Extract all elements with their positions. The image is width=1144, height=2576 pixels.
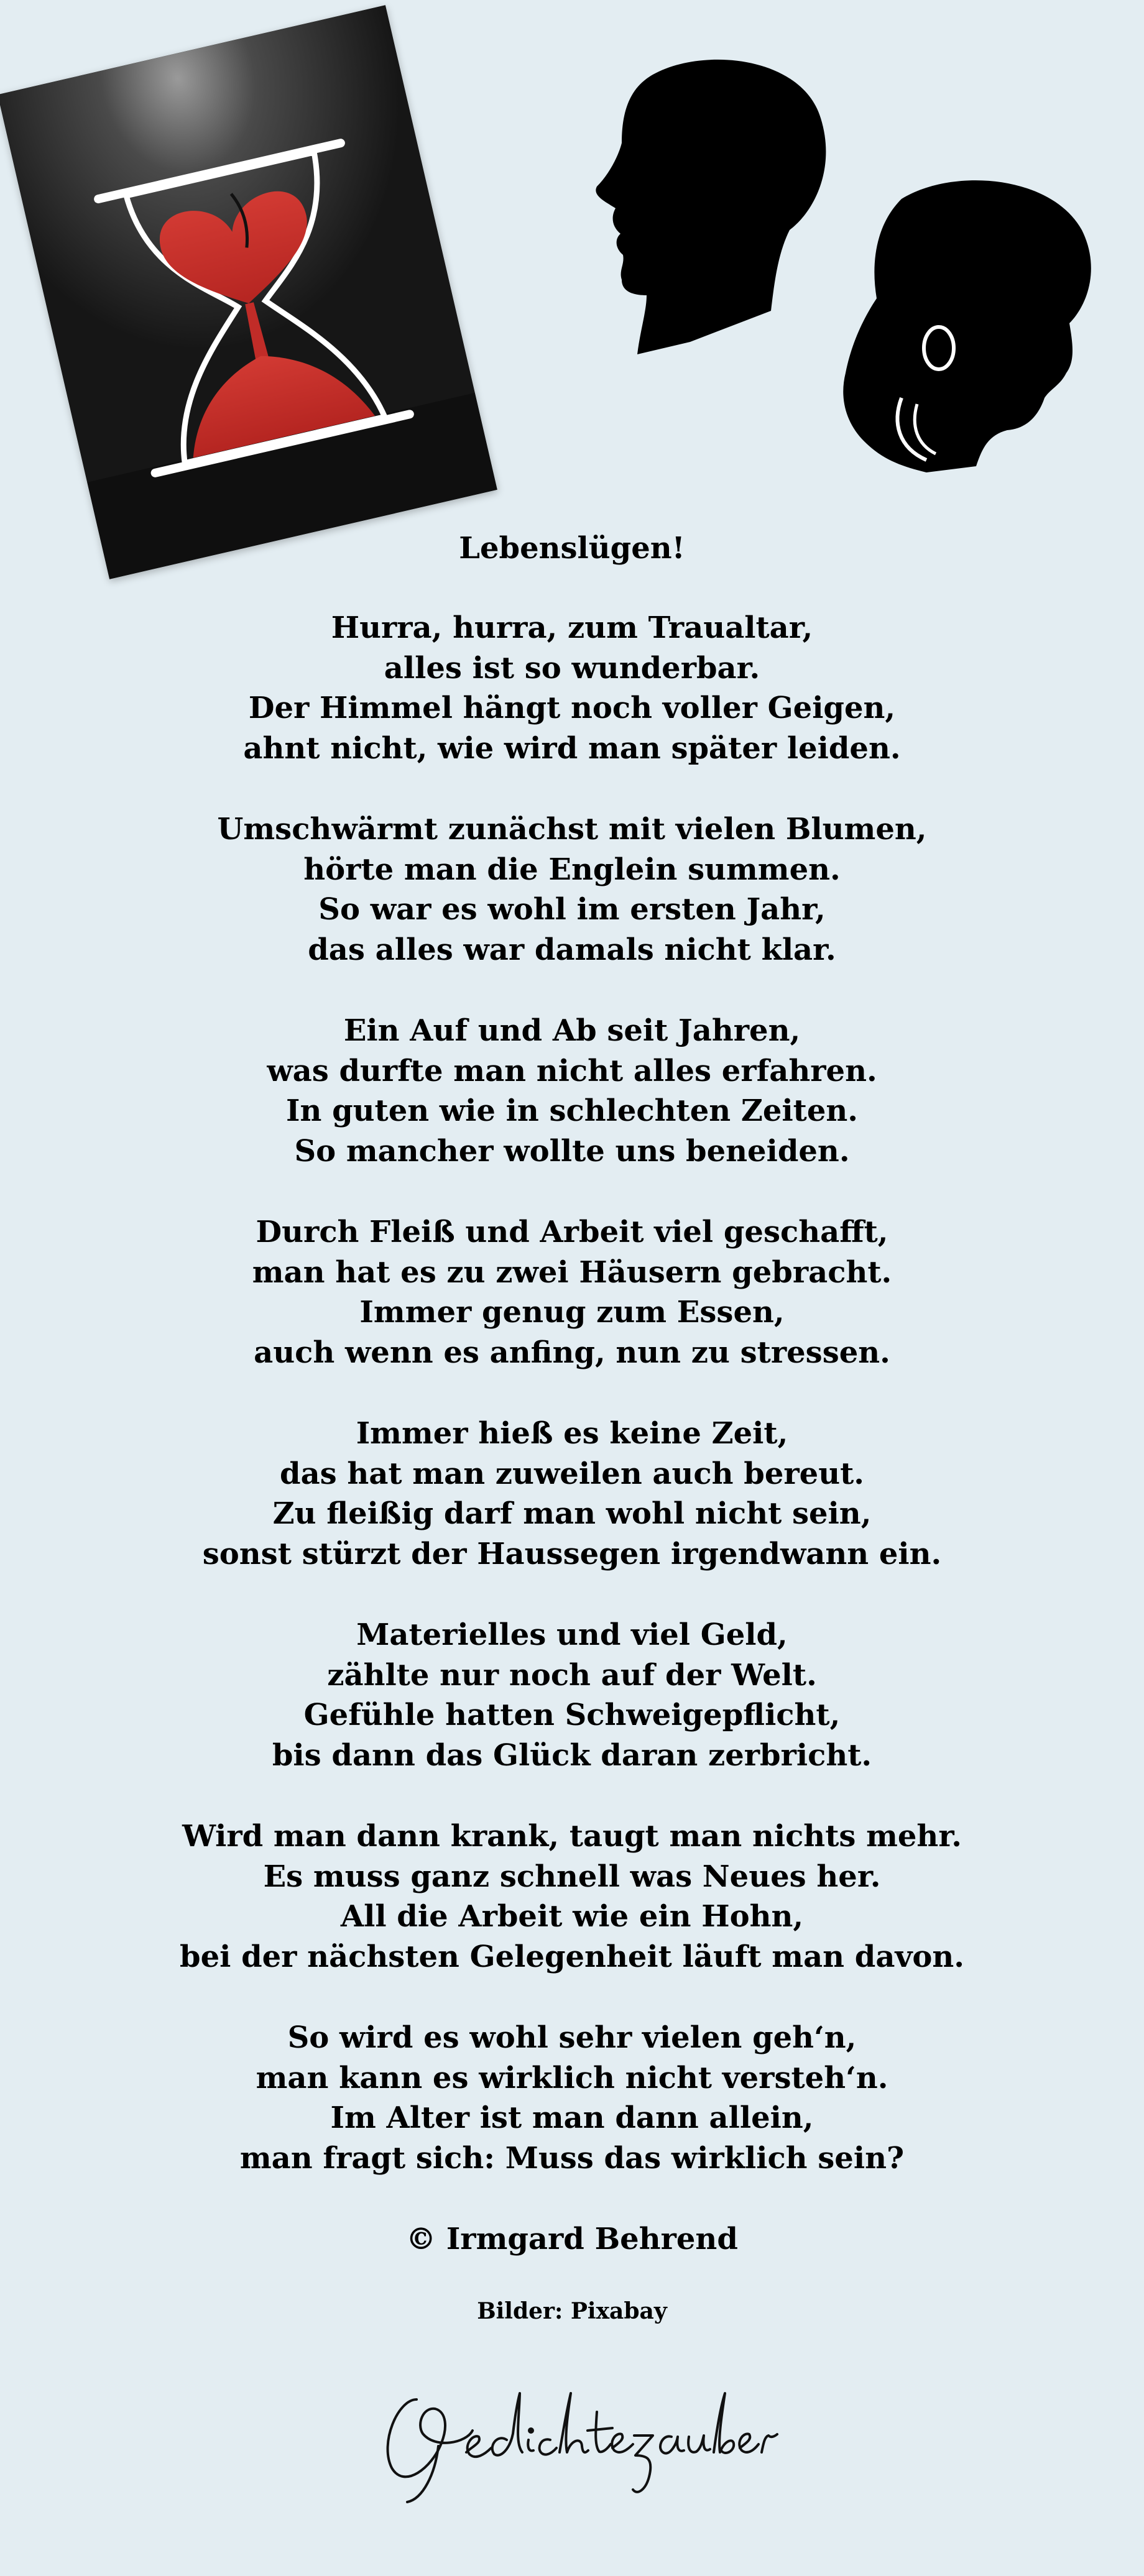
- poem-line: Es muss ganz schnell was Neues her.: [263, 1859, 881, 1894]
- stanza-3: [0, 1011, 1144, 1171]
- poem-line: So war es wohl im ersten Jahr,: [318, 892, 826, 927]
- image-credits: Bilder: Pixabay: [477, 2298, 667, 2324]
- poem-line: Hurra, hurra, zum Traualtar,: [331, 610, 813, 645]
- poem-line: das alles war damals nicht klar.: [308, 932, 836, 967]
- poem-line: bei der nächsten Gelegenheit läuft man davon.: [180, 1939, 964, 1974]
- hourglass-icon: [0, 5, 497, 579]
- poem-title: Lebenslügen!: [459, 531, 685, 566]
- poem-line: Im Alter ist man dann allein,: [330, 2100, 814, 2135]
- poem-line: bis dann das Glück daran zerbricht.: [272, 1737, 872, 1773]
- stanza-6: [0, 1615, 1144, 1775]
- gedichtezauber-signature-logo: [373, 2375, 783, 2511]
- poem: [0, 528, 1144, 2326]
- poem-line: Immer hieß es keine Zeit,: [356, 1416, 788, 1451]
- poem-line: Zu fleißig darf man wohl nicht sein,: [272, 1496, 872, 1531]
- poem-line: Gefühle hatten Schweigepflicht,: [303, 1698, 841, 1732]
- poem-line: ahnt nicht, wie wird man später leiden.: [243, 730, 901, 766]
- poem-line: Immer genug zum Essen,: [359, 1295, 785, 1330]
- poem-line: man hat es zu zwei Häusern gebracht.: [252, 1254, 892, 1290]
- stanza-8: [0, 2018, 1144, 2178]
- poem-line: sonst stürzt der Haussegen irgendwann ein.: [202, 1536, 942, 1571]
- poem-line: Umschwärmt zunächst mit vielen Blumen,: [217, 812, 927, 847]
- stanza-7: [0, 1816, 1144, 1977]
- poem-line: Materielles und viel Geld,: [356, 1617, 788, 1652]
- woman-silhouette-icon: [843, 180, 1091, 472]
- poem-line: zählte nur noch auf der Welt.: [327, 1657, 817, 1693]
- poem-line: was durfte man nicht alles erfahren.: [267, 1053, 877, 1088]
- man-silhouette-icon: [596, 60, 826, 354]
- poem-line: So wird es wohl sehr vielen geh‘n,: [287, 2020, 857, 2055]
- poem-line: alles ist so wunderbar.: [384, 650, 760, 686]
- poem-line: Ein Auf und Ab seit Jahren,: [343, 1013, 801, 1048]
- poem-line: hörte man die Englein summen.: [303, 852, 841, 887]
- stanza-1: [0, 608, 1144, 768]
- poem-line: In guten wie in schlechten Zeiten.: [286, 1093, 858, 1128]
- stanza-5: [0, 1414, 1144, 1574]
- poem-line: So mancher wollte uns beneiden.: [294, 1133, 850, 1169]
- poem-line: man kann es wirklich nicht versteh‘n.: [256, 2060, 888, 2095]
- silhouettes-image: [553, 50, 1125, 485]
- poem-line: Der Himmel hängt noch voller Geigen,: [248, 691, 896, 725]
- poem-line: das hat man zuweilen auch bereut.: [280, 1456, 864, 1491]
- hourglass-heart-image: [0, 5, 497, 579]
- poem-line: Durch Fleiß und Arbeit viel geschafft,: [256, 1215, 888, 1249]
- copyright-line: © Irmgard Behrend: [406, 2222, 738, 2256]
- poem-line: man fragt sich: Muss das wirklich sein?: [239, 2140, 905, 2176]
- poem-line: Wird man dann krank, taugt man nichts mehr.: [182, 1819, 962, 1854]
- stanza-4: [0, 1212, 1144, 1373]
- stanza-2: [0, 809, 1144, 970]
- poem-line: All die Arbeit wie ein Hohn,: [340, 1899, 804, 1934]
- poem-line: auch wenn es anfing, nun zu stressen.: [254, 1335, 890, 1370]
